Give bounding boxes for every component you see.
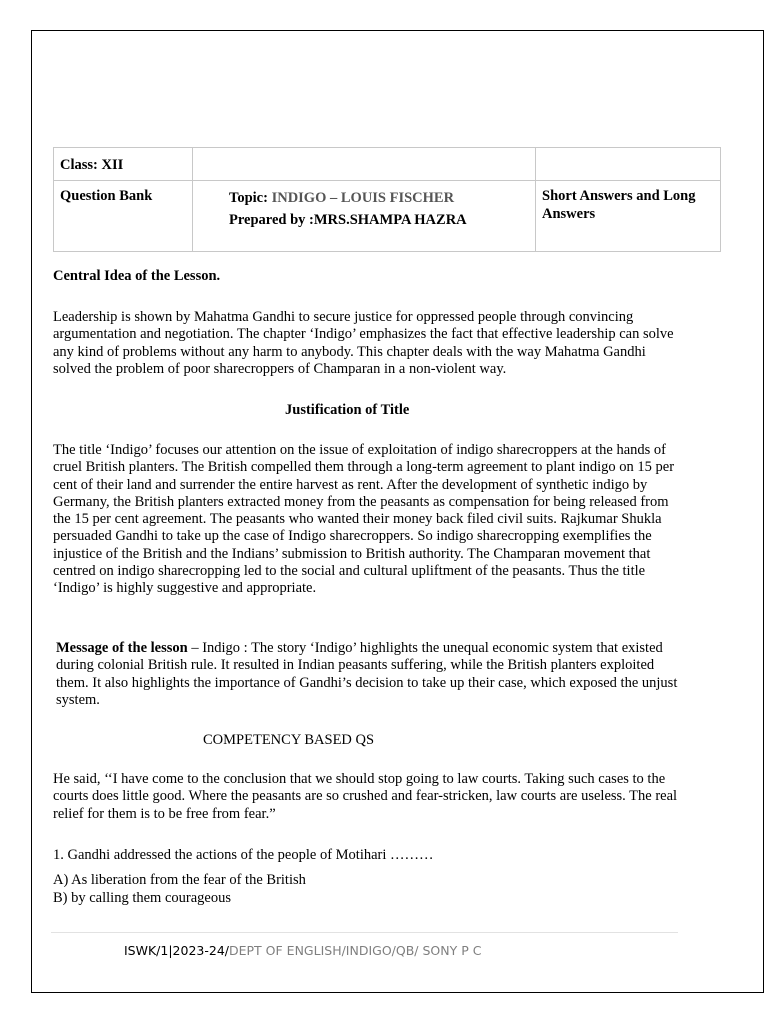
message-text: – Indigo : The story ‘Indigo’ highlights the unequal economic system that existed during colonial British rule. It resulted in Indian peasants suffering, while the British planters exploited them. It also highlights the importance of Gandhi’s decision to take up their case, which exposed the unjust system. — [56, 640, 678, 708]
option-b: B) by calling them courageous — [53, 890, 231, 906]
question-bank-cell — [54, 181, 193, 252]
option-a: A) As liberation from the fear of the British — [53, 872, 306, 888]
prepared-by: Prepared by :MRS.SHAMPA HAZRA — [229, 212, 467, 228]
empty-cell — [536, 148, 721, 181]
header-table — [53, 147, 721, 252]
class-label: Class: XII — [60, 157, 124, 173]
footer — [124, 943, 481, 958]
message-paragraph — [56, 640, 683, 709]
question-bank-label: Question Bank — [60, 188, 153, 204]
class-cell — [54, 148, 193, 181]
central-idea-text: Leadership is shown by Mahatma Gandhi to secure justice for oppressed people through convincing argumentation and negotiation. The chapter ‘Indigo’ emphasizes the fact that effective leadership can solve any kind of problems without any harm to anybody. This chapter deals with the way Mahatma Gandhi solved the problem of poor sharecroppers of Champaran in a non-violent way. — [53, 309, 674, 377]
footer-dept: DEPT OF ENGLISH/INDIGO/QB/ SONY P C — [229, 943, 482, 958]
justification-text: The title ‘Indigo’ focuses our attention on the issue of exploitation of indigo sharecroppers at the hands of cruel British planters. The British compelled them through a long-term agreement to plant indigo on 15 per cent of their land and surrender the entire harvest as rent. After the development of synthetic indigo by Germany, the British planters extracted money from the peasants as compensation for being released from the 15 per cent agreement. The peasants who wanted their money back filed civil suits. Rajkumar Shukla persuaded Gandhi to take up the case of Indigo sharecroppers. So indigo sharecropping exemplifies the injustice of the British and the Indians’ submission to British authority. The Champaran movement that centred on indigo sharecropping led to the social and cultural upliftment of the peasants. Thus the title ‘Indigo’ is highly suggestive and appropriate. — [53, 442, 675, 597]
answers-type-cell — [536, 181, 721, 252]
footer-code: ISWK/1|2023-24/ — [124, 943, 229, 958]
competency-quote: He said, ‘‘I have come to the conclusion that we should stop going to law courts. Taking such cases to the courts does little good. Where the peasants are so crushed and fear-stricken, law courts are useless. The real relief for them is to be free from fear.” — [53, 771, 678, 822]
topic-value: INDIGO – LOUIS FISCHER — [271, 190, 455, 206]
answers-type: Short Answers and Long Answers — [542, 188, 696, 222]
topic-label: Topic: — [229, 190, 268, 206]
justification-heading: Justification of Title — [285, 402, 410, 418]
empty-cell — [193, 148, 536, 181]
message-label: Message of the lesson — [56, 640, 188, 656]
topic-cell — [193, 181, 536, 252]
central-idea-heading: Central Idea of the Lesson. — [53, 268, 221, 284]
competency-heading: COMPETENCY BASED QS — [203, 732, 375, 748]
topic-line — [229, 187, 535, 209]
question-1: 1. Gandhi addressed the actions of the people of Motihari ……… — [53, 847, 434, 863]
footer-divider — [51, 932, 678, 933]
